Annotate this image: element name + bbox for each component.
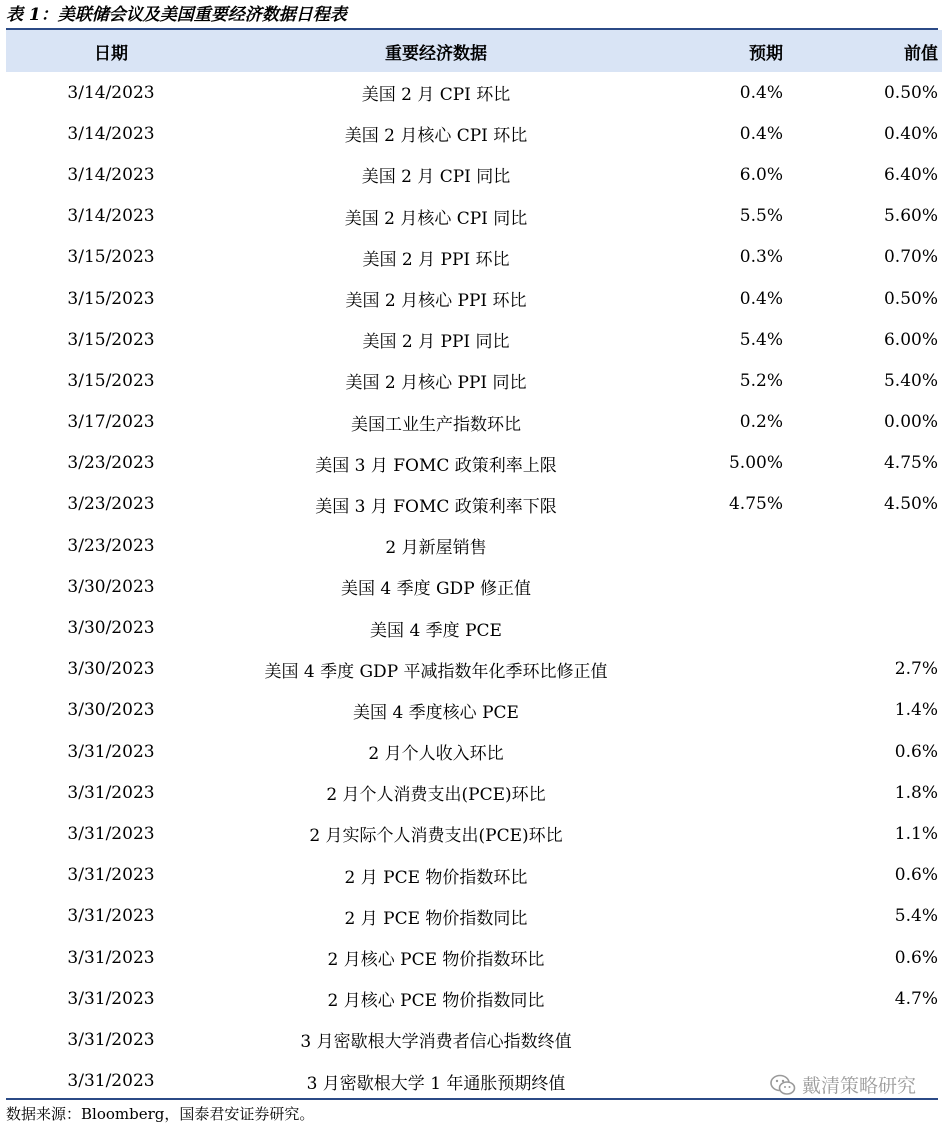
cell-forecast bbox=[656, 1019, 783, 1060]
table-row bbox=[6, 731, 942, 772]
cell-forecast bbox=[656, 978, 783, 1019]
cell-date: 3/31/2023 bbox=[67, 782, 155, 803]
cell-item: 2 月个人消费支出(PCE)环比 bbox=[326, 785, 546, 806]
table-row bbox=[6, 937, 942, 978]
cell-date: 3/15/2023 bbox=[67, 288, 155, 309]
cell-date: 3/14/2023 bbox=[67, 123, 155, 144]
cell-previous: 1.8% bbox=[894, 782, 938, 803]
cell-previous: 4.75% bbox=[883, 453, 938, 474]
cell-item: 美国 4 季度 PCE bbox=[370, 620, 502, 641]
table-row bbox=[6, 649, 942, 690]
table-row bbox=[6, 484, 942, 525]
source-note: 数据来源：Bloomberg，国泰君安证券研究。 bbox=[6, 1105, 315, 1123]
table-row bbox=[6, 360, 942, 401]
cell-date: 3/31/2023 bbox=[67, 865, 155, 886]
cell-item: 2 月个人收入环比 bbox=[368, 744, 504, 765]
cell-date: 3/30/2023 bbox=[67, 618, 155, 639]
cell-forecast: 0.3% bbox=[739, 247, 783, 268]
cell-item: 美国 2 月核心 PPI 同比 bbox=[345, 373, 527, 394]
cell-date: 3/14/2023 bbox=[67, 164, 155, 185]
table-row bbox=[6, 443, 942, 484]
cell-forecast: 0.4% bbox=[739, 82, 783, 103]
cell-forecast bbox=[656, 772, 783, 813]
table-title: 表 1：美联储会议及美国重要经济数据日程表 bbox=[6, 5, 347, 25]
table-row bbox=[6, 237, 942, 278]
table-row bbox=[6, 154, 942, 195]
cell-item: 美国 2 月 PPI 环比 bbox=[362, 249, 510, 270]
cell-item: 3 月密歇根大学消费者信心指数终值 bbox=[300, 1032, 572, 1053]
cell-previous: 0.6% bbox=[894, 865, 938, 886]
cell-item: 美国 2 月核心 CPI 环比 bbox=[344, 126, 528, 147]
cell-date: 3/31/2023 bbox=[67, 1071, 155, 1092]
cell-date: 3/31/2023 bbox=[67, 906, 155, 927]
wechat-icon bbox=[770, 1074, 796, 1096]
table-row bbox=[6, 896, 942, 937]
cell-forecast: 0.4% bbox=[739, 288, 783, 309]
cell-forecast: 5.2% bbox=[739, 370, 783, 391]
table-row bbox=[6, 855, 942, 896]
bottom-rule bbox=[6, 1098, 938, 1100]
watermark bbox=[770, 1071, 916, 1098]
cell-item: 美国 4 季度 GDP 修正值 bbox=[340, 579, 532, 600]
table-row bbox=[6, 113, 942, 154]
cell-forecast: 5.00% bbox=[728, 453, 783, 474]
cell-date: 3/17/2023 bbox=[67, 412, 155, 433]
cell-item: 美国 2 月 PPI 同比 bbox=[362, 332, 510, 353]
cell-date: 3/23/2023 bbox=[67, 494, 155, 515]
cell-forecast: 5.4% bbox=[739, 329, 783, 350]
cell-previous: 4.50% bbox=[883, 494, 938, 515]
table-row bbox=[6, 607, 942, 648]
cell-previous: 0.6% bbox=[894, 947, 938, 968]
table-row bbox=[6, 566, 942, 607]
cell-previous: 0.6% bbox=[894, 741, 938, 762]
cell-forecast: 6.0% bbox=[739, 164, 783, 185]
table-row bbox=[6, 402, 942, 443]
table-row bbox=[6, 978, 942, 1019]
cell-previous: 6.40% bbox=[883, 164, 938, 185]
table-row bbox=[6, 1019, 942, 1060]
table-row bbox=[6, 772, 942, 813]
cell-previous: 0.70% bbox=[883, 247, 938, 268]
cell-previous: 1.1% bbox=[894, 823, 938, 844]
cell-item: 2 月新屋销售 bbox=[385, 538, 487, 559]
cell-date: 3/23/2023 bbox=[67, 535, 155, 556]
cell-item: 2 月核心 PCE 物价指数环比 bbox=[327, 950, 545, 971]
cell-previous: 6.00% bbox=[883, 329, 938, 350]
cell-date: 3/31/2023 bbox=[67, 823, 155, 844]
cell-previous bbox=[783, 1019, 942, 1060]
cell-date: 3/15/2023 bbox=[67, 247, 155, 268]
cell-date: 3/31/2023 bbox=[67, 1029, 155, 1050]
cell-item: 2 月 PCE 物价指数环比 bbox=[344, 867, 528, 888]
cell-previous: 2.7% bbox=[894, 659, 938, 680]
table-row bbox=[6, 525, 942, 566]
cell-previous: 1.4% bbox=[894, 700, 938, 721]
cell-previous: 5.40% bbox=[883, 370, 938, 391]
cell-previous: 0.50% bbox=[883, 288, 938, 309]
cell-forecast bbox=[656, 937, 783, 978]
table-header-row bbox=[6, 30, 942, 72]
table-row bbox=[6, 196, 942, 237]
table-row bbox=[6, 813, 942, 854]
cell-item: 美国 3 月 FOMC 政策利率下限 bbox=[315, 496, 557, 517]
cell-forecast bbox=[656, 1061, 783, 1102]
cell-item: 2 月实际个人消费支出(PCE)环比 bbox=[309, 826, 563, 847]
table-row bbox=[6, 278, 942, 319]
cell-date: 3/14/2023 bbox=[67, 206, 155, 227]
cell-forecast bbox=[656, 690, 783, 731]
cell-previous: 0.50% bbox=[883, 82, 938, 103]
header-item: 重要经济数据 bbox=[385, 43, 487, 64]
economic-calendar-table bbox=[6, 30, 942, 1102]
cell-item: 美国 2 月核心 CPI 同比 bbox=[344, 208, 528, 229]
cell-previous bbox=[783, 566, 942, 607]
cell-date: 3/15/2023 bbox=[67, 329, 155, 350]
cell-date: 3/15/2023 bbox=[67, 370, 155, 391]
table-row bbox=[6, 690, 942, 731]
table-body bbox=[6, 72, 942, 1102]
cell-forecast: 0.2% bbox=[739, 412, 783, 433]
header-forecast: 预期 bbox=[749, 43, 783, 64]
cell-item: 美国 4 季度 GDP 平减指数年化季环比修正值 bbox=[264, 661, 608, 682]
cell-item: 2 月 PCE 物价指数同比 bbox=[344, 908, 528, 929]
cell-item: 3 月密歇根大学 1 年通胀预期终值 bbox=[306, 1073, 566, 1094]
cell-previous bbox=[783, 525, 942, 566]
cell-item: 美国 2 月 CPI 环比 bbox=[361, 85, 511, 106]
cell-forecast bbox=[656, 649, 783, 690]
cell-item: 美国 3 月 FOMC 政策利率上限 bbox=[315, 455, 557, 476]
cell-date: 3/30/2023 bbox=[67, 659, 155, 680]
cell-date: 3/23/2023 bbox=[67, 453, 155, 474]
cell-forecast bbox=[656, 566, 783, 607]
cell-forecast: 4.75% bbox=[728, 494, 783, 515]
cell-date: 3/30/2023 bbox=[67, 576, 155, 597]
cell-item: 美国 2 月核心 PPI 环比 bbox=[345, 291, 527, 312]
table-row bbox=[6, 319, 942, 360]
cell-item: 2 月核心 PCE 物价指数同比 bbox=[327, 991, 545, 1012]
cell-previous: 4.7% bbox=[894, 988, 938, 1009]
cell-previous: 0.00% bbox=[883, 412, 938, 433]
cell-date: 3/14/2023 bbox=[67, 82, 155, 103]
cell-item: 美国 4 季度核心 PCE bbox=[353, 702, 519, 723]
cell-date: 3/31/2023 bbox=[67, 947, 155, 968]
header-previous: 前值 bbox=[904, 43, 938, 64]
watermark-text: 戴清策略研究 bbox=[801, 1075, 916, 1097]
cell-date: 3/30/2023 bbox=[67, 700, 155, 721]
cell-previous: 5.60% bbox=[883, 206, 938, 227]
cell-date: 3/31/2023 bbox=[67, 988, 155, 1009]
cell-forecast: 0.4% bbox=[739, 123, 783, 144]
cell-previous bbox=[783, 607, 942, 648]
header-date: 日期 bbox=[94, 43, 128, 64]
cell-previous: 0.40% bbox=[883, 123, 938, 144]
cell-item: 美国工业生产指数环比 bbox=[351, 414, 521, 435]
cell-forecast bbox=[656, 813, 783, 854]
cell-forecast: 5.5% bbox=[739, 206, 783, 227]
cell-date: 3/31/2023 bbox=[67, 741, 155, 762]
cell-forecast bbox=[656, 525, 783, 566]
cell-forecast bbox=[656, 896, 783, 937]
cell-forecast bbox=[656, 607, 783, 648]
table-row bbox=[6, 72, 942, 113]
cell-forecast bbox=[656, 731, 783, 772]
cell-item: 美国 2 月 CPI 同比 bbox=[361, 167, 511, 188]
cell-forecast bbox=[656, 855, 783, 896]
cell-previous: 5.4% bbox=[894, 906, 938, 927]
